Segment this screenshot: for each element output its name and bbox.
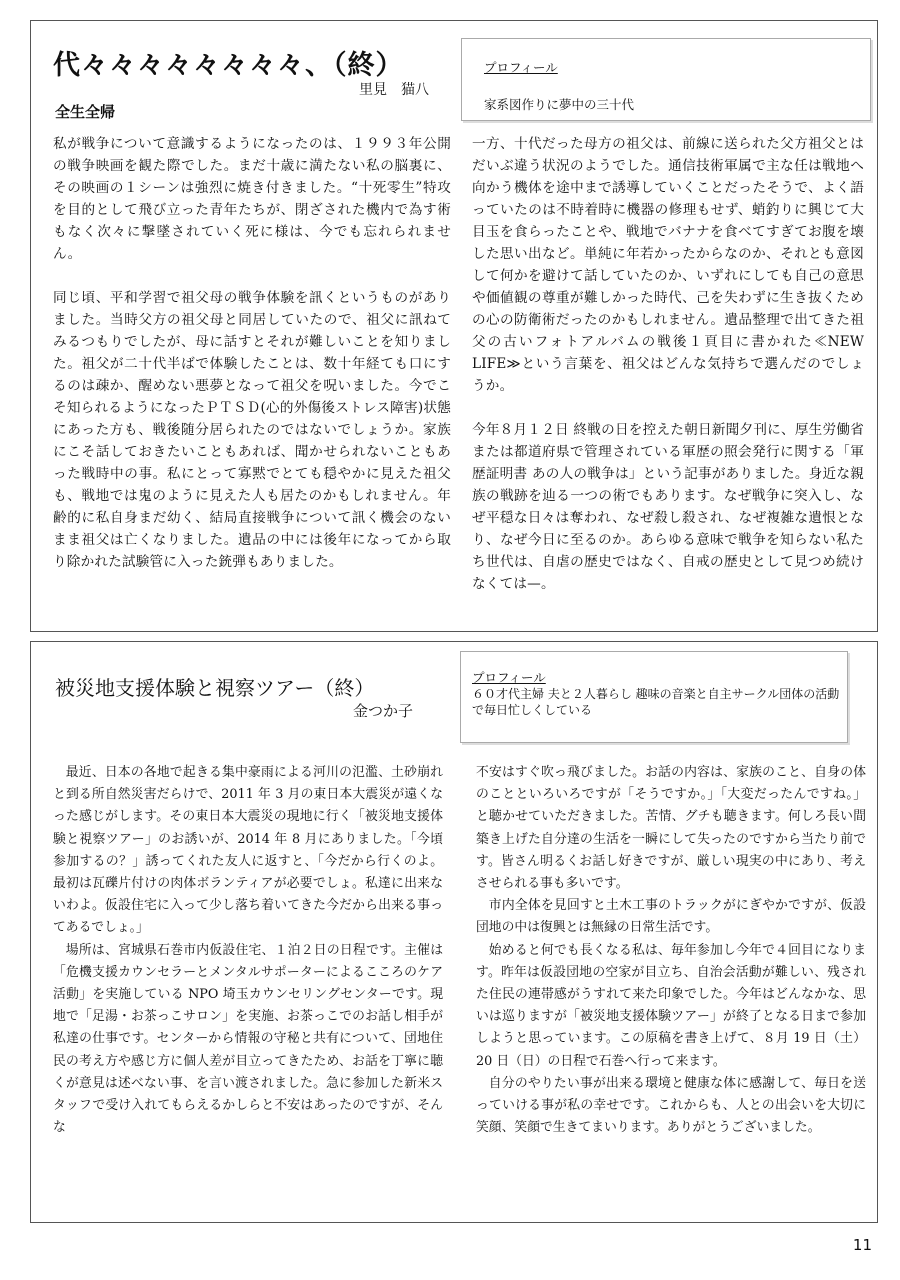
paragraph: 同じ頃、平和学習で祖父母の戦争体験を訊くというものがありました。当時父方の祖父母と同居していたので、祖父に訊ねてみるつもりでしたが、母に話すとそれが難しいことを知りました。祖父が二十代半ばで体験したことは、数十年経ても口にするのは疎か、醒めない悪夢となって祖父を呪いました。今でこそ知られるようになったＰＴＳＤ(心的外傷後ストレス障害)状態にあった方も、戦後随分居られたのではないでしょうか。家族にこそ話しておきたいこともあれば、聞かせられないこともあった戦時中の事。私にとって寡黙でとても穏やかに見えた祖父も、戦地では鬼のように見えた人も居たのかもしれません。年齢的に私自身まだ幼く、結局直接戦争について訊く機会のないまま祖父は亡くなりました。遺品の中には後年になってから取り除かれた試験管に入った銃弾もありました。 — [53, 290, 451, 570]
article-2-title: 被災地支援体験と視察ツアー（終） — [55, 676, 375, 700]
article-1-title: 代々々々々々々々々、（終） — [53, 50, 404, 81]
article-1-right-column — [472, 133, 864, 617]
paragraph: 市内全体を見回すと土木工事のトラックがにぎやかですが、仮設団地の中は復興とは無縁の日常生活です。 — [476, 898, 866, 936]
page-number: 11 — [852, 1236, 872, 1254]
paragraph: 不安はすぐ吹っ飛びました。お話の内容は、家族のこと、自身の体のことといろいろですが「そうですか。」「大変だったんですね。」と聴かせていただきました。苦情、グチも聴きます。何しろ長い間築き上げた自分達の生活を一瞬にして失ったのですから当たり前です。皆さん明るくお話し好きですが、厳しい現実の中にあり、考えさせられる事も多いです。 — [476, 765, 867, 892]
paragraph: 場所は、宮城県石巻市内仮設住宅、１泊２日の日程です。主催は「危機支援カウンセラーとメンタルサポーターによるこころのケア活動」を実施している NPO 埼玉カウンセリングセンターです。現地で「足湯・お茶っこサロン」を実施、お茶っこでのお話し相手が私達の仕事です。センターから情報の守秘と共有について、団地住民の考え方や感じ方に個人差が目立ってきたため、お話を丁寧に聴くが意見は述べない事、を言い渡されました。急に参加した新米スタッフで受け入れてもらえるかしらと不安はあったのですが、そんな — [53, 942, 444, 1136]
paragraph: 私が戦争について意識するようになったのは、１９９３年公開の戦争映画を観た際でした。まだ十歳に満たない私の脳裏に、その映画の１シーンは強烈に焼き付きました。“十死零生”特攻を目的として飛び立った青年たちが、閉ざされた機内で為す術もなく次々に撃墜されていく死に様は、今でも忘れられません。 — [53, 136, 451, 262]
paragraph: 最近、日本の各地で起きる集中豪雨による河川の氾濫、土砂崩れと到る所自然災害だらけで、2011 年 3 月の東日本大震災が遠くなった感じがします。その東日本大震災の現地に行く「被災地支援体験と視察ツアー」のお誘いが、2014 年 8 月にありました。「今頃参加するの？」誘ってくれた友人に返すと、「今だから行くのよ。最初は瓦礫片付けの肉体ボランティアが必要でしょ。私達に出来ないわよ。仮設住宅に入って少し落ち着いてきた今だから出来る事ってあるでしょ。」 — [53, 765, 443, 936]
article-1-profile-box — [461, 38, 871, 121]
article-2 — [30, 641, 878, 1223]
article-2-right-column — [476, 762, 866, 1139]
article-2-profile-box — [460, 651, 848, 743]
paragraph: 自分のやりたい事が出来る環境と健康な体に感謝して、毎日を送っていける事が私の幸せです。これからも、人との出会いを大切に笑顔、笑顔で生きてまいります。ありがとうございました。 — [476, 1075, 866, 1136]
article-2-left-column — [53, 762, 443, 1139]
article-1-subtitle: 全生全帰 — [55, 103, 116, 121]
article-2-author: 金つか子 — [353, 702, 414, 720]
profile-heading: プロフィール — [472, 670, 546, 685]
profile-heading: プロフィール — [484, 60, 558, 75]
paragraph: 始めると何でも長くなる私は、毎年参加し今年で４回目になります。昨年は仮設団地の空家が目立ち、自治会活動が難しい、残された住民の連帯感がうすれて来た印象でした。今年はどんなかな、思いは巡りますが「被災地支援体験ツアー」が終了となる日まで参加しようと思っています。この原稿を書き上げて、８月 19 日（土）20 日（日）の日程で石巻へ行って来ます。 — [476, 942, 866, 1069]
paragraph: 今年８月１２日 終戦の日を控えた朝日新聞夕刊に、厚生労働省または都道府県で管理されている軍歴の照会発行に関する「軍歴証明書 あの人の戦争は」という記事がありました。身近な親族の戦跡を辿る一つの術でもあります。なぜ戦争に突入し、なぜ平穏な日々は奪われ、なぜ殺し殺され、なぜ複雑な遺恨となり、なぜ今日に至るのか。あらゆる意味で戦争を知らない私たち世代は、自虐の歴史ではなく、自戒の歴史として見つめ続けなくては—。 — [472, 422, 864, 592]
profile-body: 家系図作りに夢中の三十代 — [484, 97, 635, 112]
paragraph: 一方、十代だった母方の祖父は、前線に送られた父方祖父とはだいぶ違う状況のようでした。通信技術軍属で主な任は戦地へ向かう機体を途中まで誘導していくことだったそうで、よく語っていたのは不時着時に機器の修理もせず、蛸釣りに興じて大目玉を食らったことや、戦地でバナナを食べてすぎてお腹を壊した思い出など。単純に年若かったからなのか、それとも意図して何かを避けて話していたのか、いずれにしても自己の意思や価値観の尊重が難しかった時代、己を失わずに生き抜くための心の防衛術だったのかもしれません。遺品整理で出てきた祖父の古いフォトアルバムの戦後１頁目に書かれた≪NEW LIFE≫という言葉を、祖父はどんな気持ちで選んだのでしょうか。 — [472, 136, 864, 394]
article-1-left-column — [53, 133, 451, 595]
article-1-author: 里見 猫八 — [359, 82, 429, 98]
article-1 — [30, 20, 878, 632]
profile-body: ６０才代主婦 夫と２人暮らし 趣味の音楽と自主サークル団体の活動で毎日忙しくしている — [472, 687, 840, 717]
